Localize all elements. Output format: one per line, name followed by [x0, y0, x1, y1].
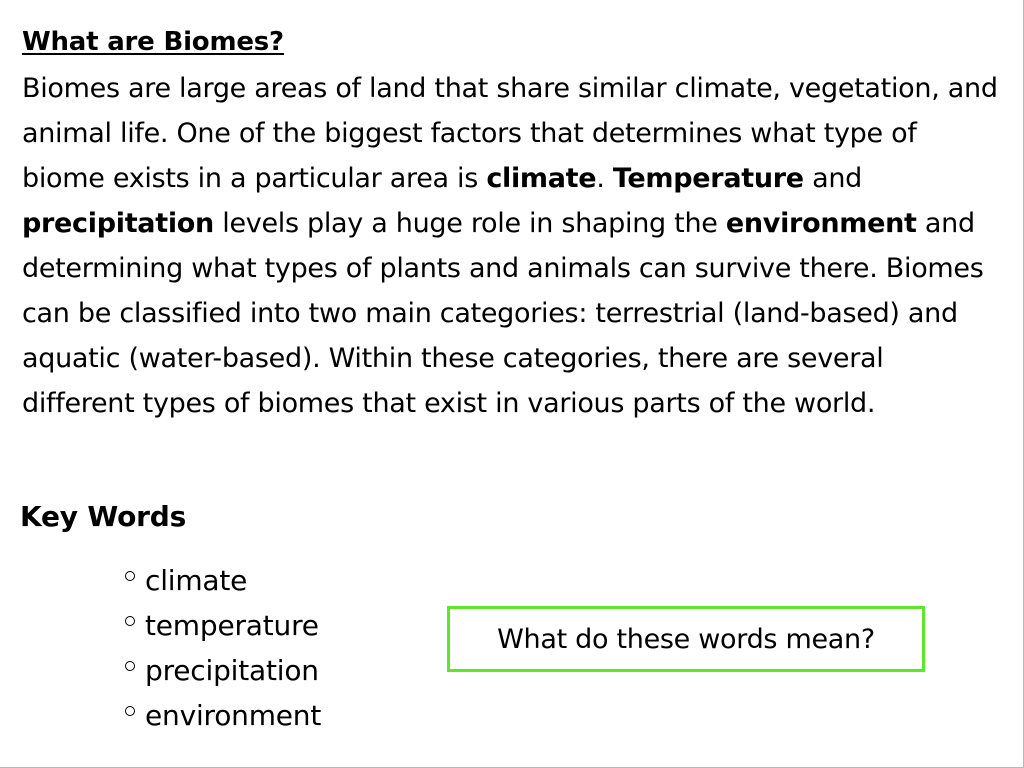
paragraph-text: Biomes are large areas of land that share similar climate, vegetation, and animal life. One of the biggest factors that determines what type of biome exists in a particular area is: [22, 73, 998, 194]
circle-bullet-icon: [125, 571, 135, 581]
bold-term-environment: environment: [725, 208, 917, 239]
paragraph-text: and: [803, 163, 862, 194]
list-item: [125, 648, 321, 693]
page-title: What are Biomes?: [22, 27, 284, 57]
question-text: What do these words mean?: [497, 623, 875, 655]
circle-bullet-icon: [125, 616, 135, 626]
paragraph-text: levels play a huge role in shaping the: [213, 208, 726, 239]
question-box: [447, 606, 925, 672]
key-words-list: [125, 558, 321, 738]
key-word: climate: [145, 564, 248, 597]
bold-term-temperature: Temperature: [612, 163, 804, 194]
paragraph-text: .: [596, 163, 613, 194]
bold-term-precipitation: precipitation: [22, 208, 214, 239]
intro-paragraph: [22, 66, 1002, 426]
list-item: [125, 693, 321, 738]
circle-bullet-icon: [125, 706, 135, 716]
list-item: [125, 558, 321, 603]
key-word: environment: [145, 699, 322, 732]
key-word: precipitation: [145, 654, 319, 687]
circle-bullet-icon: [125, 661, 135, 671]
key-word: temperature: [145, 609, 319, 642]
key-words-heading: Key Words: [20, 500, 187, 533]
list-item: [125, 603, 321, 648]
bold-term-climate: climate: [486, 163, 597, 194]
paragraph-text: and determining what types of plants and animals can survive there. Biomes can be classified into two main categories: terrestrial (land-based) and aquatic (water-based). Within these categories, there are several different types of biomes that exist in various parts of the world.: [22, 208, 984, 419]
